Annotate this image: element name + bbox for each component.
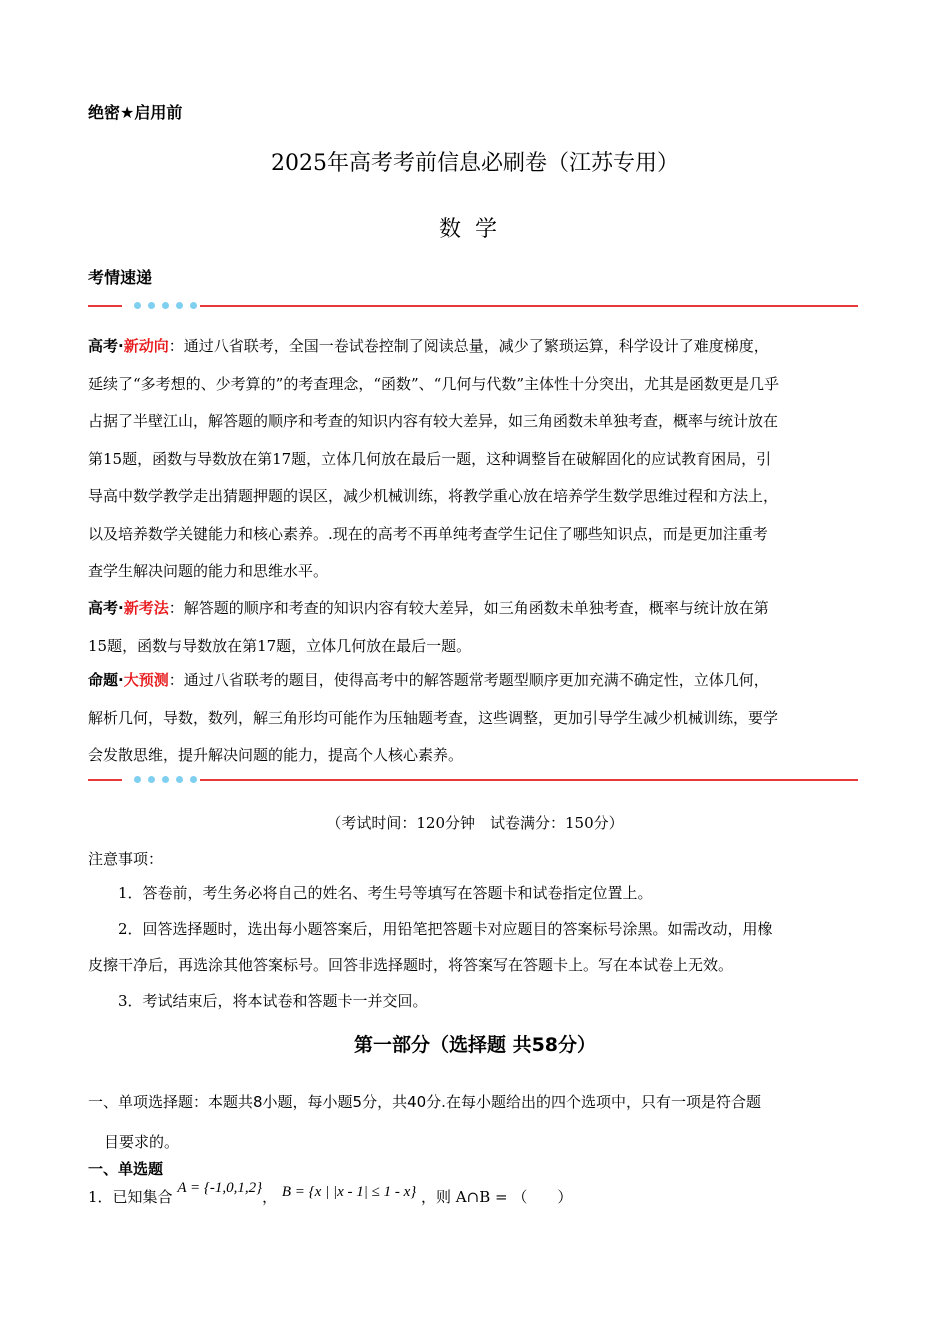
separator: ， [262, 1188, 278, 1206]
note-item-continued: 皮擦干净后，再选涂其他答案标号。回答非选择题时，将答案写在答题卡上。写在本试卷上无效。 [88, 956, 734, 974]
new-method-paragraph [88, 590, 860, 665]
notes-title: 注意事项： [88, 850, 164, 868]
paragraph-line: 第15题，函数与导数放在第17题，立体几何放在最后一题，这种调整旨在破解固化的应试教育困局，引 [88, 449, 772, 468]
exam-title: 2025年高考考前信息必刷卷（江苏专用） [271, 151, 679, 176]
single-choice-instruction [88, 1082, 860, 1162]
overview-label: 考情速递 [88, 268, 153, 287]
paragraph-line: 延续了“多考想的、少考算的”的考查理念，“函数”、“几何与代数”主体性十分突出，尤其是函数更是几乎 [88, 374, 780, 393]
instruction-line: 一、单项选择题：本题共8小题，每小题5分，共40分.在每小题给出的四个选项中，只有一项是符合题 [88, 1093, 761, 1111]
paragraph-line: ：解答题的顺序和考查的知识内容有较大差异，如三角函数未单独考查，概率与统计放在第 [168, 599, 769, 617]
question-number: 1．已知集合 [88, 1188, 173, 1206]
exam-info: （考试时间：120分钟 试卷满分：150分） [326, 814, 624, 832]
note-item: 3．考试结束后，将本试卷和答题卡一并交回。 [118, 992, 428, 1010]
new-method-prefix: 高考· [88, 599, 124, 617]
note-item: 1．答卷前，考生务必将自己的姓名、考生号等填写在答题卡和试卷指定位置上。 [118, 884, 653, 902]
confidential-mark: 绝密★启用前 [88, 103, 183, 122]
paragraph-line: ：通过八省联考的题目，使得高考中的解答题常考题型顺序更加充满不确定性，立体几何， [168, 671, 769, 689]
part-one-title: 第一部分（选择题 共58分） [353, 1034, 597, 1056]
new-direction-highlight: 新动向 [123, 337, 169, 355]
subject-title: 数学 [438, 217, 511, 242]
prediction-highlight: 大预测 [123, 671, 169, 689]
question-1 [88, 1180, 573, 1216]
set-a-expression: A = {-1,0,1,2} [177, 1180, 263, 1196]
top-divider [88, 300, 858, 312]
paragraph-line: 解析几何，导数，数列，解三角形均可能作为压轴题考查，这些调整，更加引导学生减少机械训练，要学 [88, 708, 779, 727]
paragraph-line: 以及培养数学关键能力和核心素养。.现在的高考不再单纯考查学生记住了哪些知识点，而是更加注重考 [88, 524, 768, 543]
note-item: 2．回答选择题时，选出每小题答案后，用铅笔把答题卡对应题目的答案标号涂黑。如需改动，用橡 [118, 920, 773, 938]
paragraph-line: 15题，函数与导数放在第17题，立体几何放在最后一题。 [88, 636, 472, 655]
paragraph-line: 查学生解决问题的能力和思维水平。 [88, 562, 329, 580]
paragraph-line: 导高中数学教学走出猜题押题的误区，减少机械训练，将教学重心放在培养学生数学思维过程和方法上， [88, 487, 779, 505]
new-direction-prefix: 高考· [88, 337, 124, 355]
instruction-line: 目要求的。 [104, 1133, 180, 1151]
new-method-highlight: 新考法 [123, 599, 169, 617]
prediction-prefix: 命题· [88, 671, 124, 689]
bottom-divider [88, 774, 858, 786]
prediction-paragraph [88, 662, 860, 775]
paragraph-line: ：通过八省联考，全国一卷试卷控制了阅读总量，减少了繁琐运算，科学设计了难度梯度， [168, 337, 769, 355]
new-direction-paragraph [88, 328, 860, 591]
question-ask: ，则 A∩B = （ ） [421, 1188, 573, 1206]
set-b-expression: B = {x | |x - 1| ≤ 1 - x} [281, 1184, 417, 1200]
single-choice-subhead: 一、单选题 [88, 1160, 164, 1178]
paragraph-line: 会发散思维，提升解决问题的能力，提高个人核心素养。 [88, 746, 464, 764]
paragraph-line: 占据了半壁江山，解答题的顺序和考查的知识内容有较大差异，如三角函数未单独考查，概率与统计放在 [88, 412, 779, 430]
